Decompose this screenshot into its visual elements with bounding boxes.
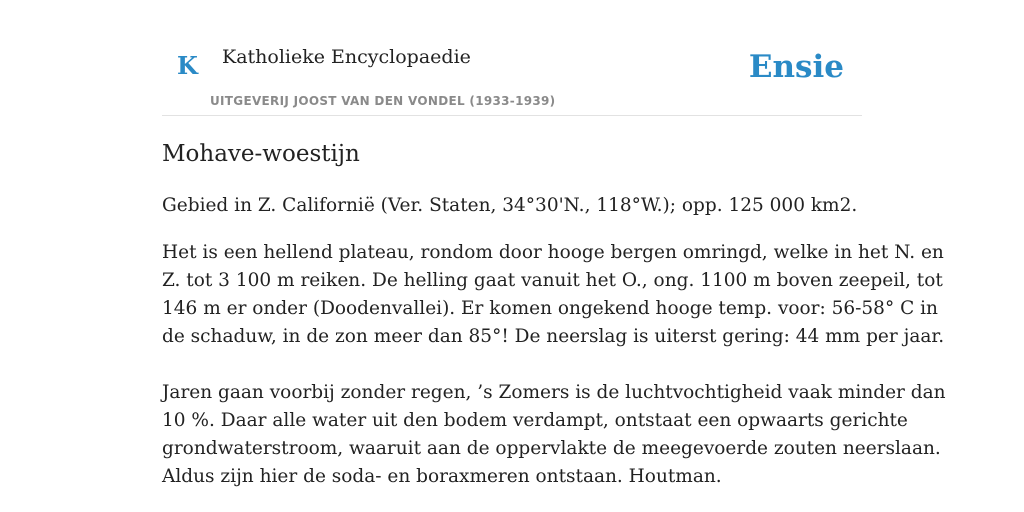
article-intro [162, 192, 862, 220]
paragraph-line: 146 m er onder (Doodenvallei). Er komen ongekend hooge temp. voor: 56-58° C in [162, 298, 938, 319]
paragraph-line: Aldus zijn hier de soda- en boraxmeren ontstaan. Houtman. [162, 466, 722, 487]
encyclopedia-logo-icon[interactable]: K [177, 51, 198, 80]
article-title: Mohave-woestijn [162, 141, 360, 167]
paragraph-line: 10 %. Daar alle water uit den bodem verdampt, ontstaat een opwaarts gerichte [162, 410, 908, 431]
article-paragraph-1 [162, 239, 945, 351]
site-header [162, 0, 862, 116]
ensie-brand-link[interactable]: Ensie [748, 49, 844, 85]
paragraph-line: grondwaterstroom, waaruit aan de oppervlakte de meegevoerde zouten neerslaan. [162, 438, 941, 459]
article-paragraph-2 [162, 379, 946, 491]
paragraph-line: de schaduw, in de zon meer dan 85°! De neerslag is uiterst gering: 44 mm per jaar. [162, 326, 945, 347]
publisher-label: UITGEVERIJ JOOST VAN DEN VONDEL (1933-1939) [210, 94, 556, 108]
encyclopedia-title-link[interactable]: Katholieke Encyclopaedie [222, 46, 471, 68]
paragraph-line: Jaren gaan voorbij zonder regen, ’s Zomers is de luchtvochtigheid vaak minder dan [162, 382, 946, 403]
paragraph-line: Het is een hellend plateau, rondom door hooge bergen omringd, welke in het N. en [162, 242, 944, 263]
paragraph-line: Z. tot 3 100 m reiken. De helling gaat vanuit het O., ong. 1100 m boven zeepeil, tot [162, 270, 943, 291]
intro-text: Gebied in Z. Californië (Ver. Staten, 34°30'N., 118°W.); opp. 125 000 km2. [162, 195, 858, 216]
article-content [162, 138, 946, 491]
